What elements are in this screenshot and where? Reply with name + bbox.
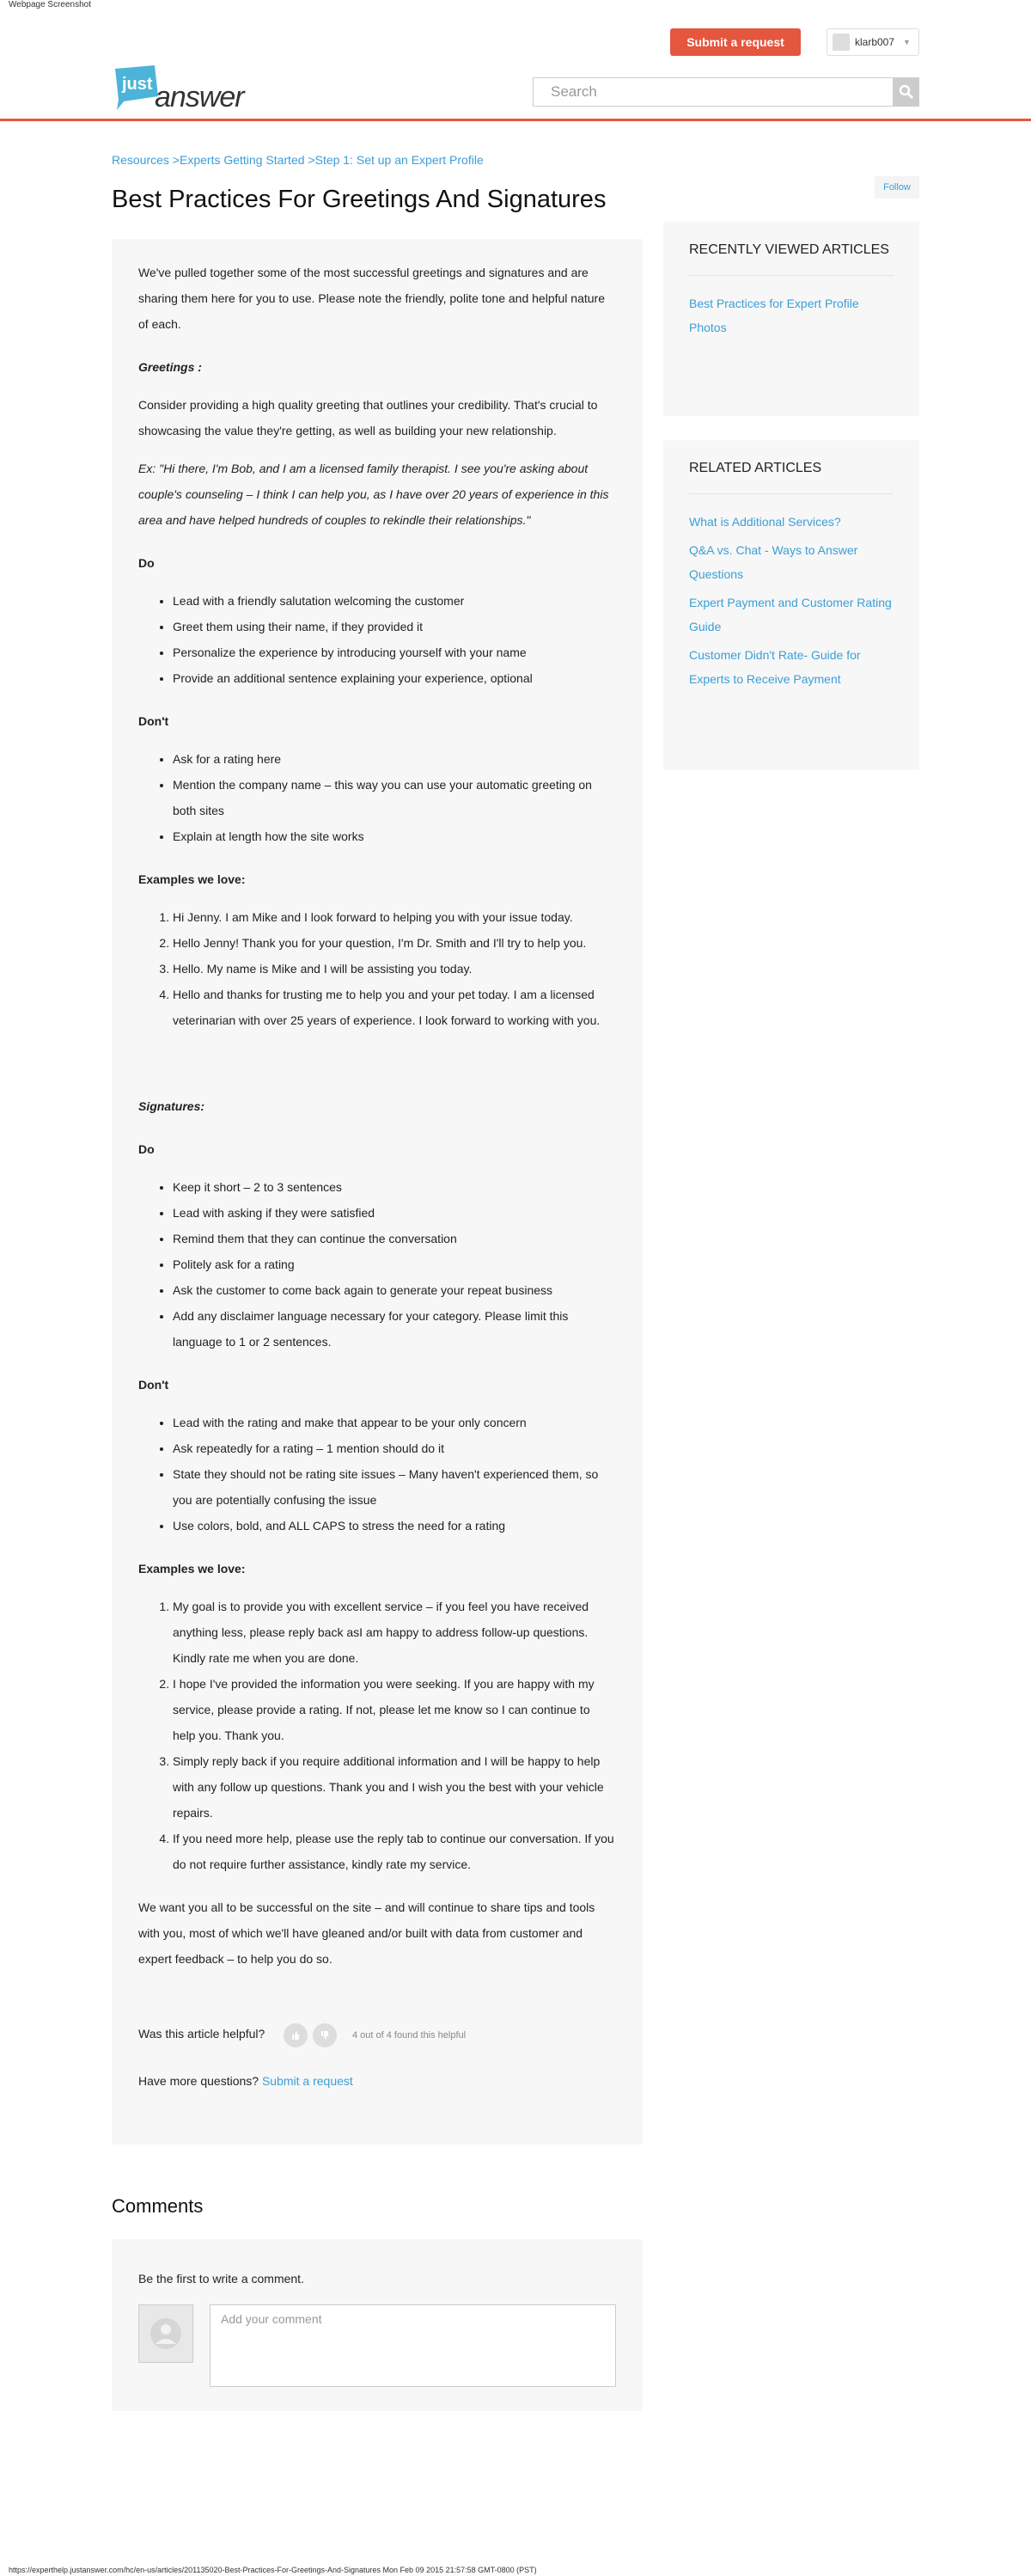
justanswer-logo[interactable] xyxy=(112,62,266,113)
list-item: • Remind them that they can continue the conversation xyxy=(173,1226,615,1251)
related-article-link[interactable]: Expert Payment and Customer Rating Guide xyxy=(689,596,892,633)
list-item: 4. Hello and thanks for trusting me to help you and your pet today. I am a licensed veterinarian with over 25 years of experience. I look forward to working with you. xyxy=(173,982,615,1033)
related-articles-title: RELATED ARTICLES xyxy=(689,461,894,494)
logo-just-text: just xyxy=(122,75,153,94)
greetings-do-heading: Do xyxy=(138,556,155,570)
recent-article-link[interactable]: Best Practices for Expert Profile Photos xyxy=(689,297,859,334)
search-button[interactable] xyxy=(894,77,919,107)
list-item: • Greet them using their name, if they provided it xyxy=(173,614,615,639)
breadcrumb-separator: > xyxy=(304,153,315,167)
signatures-examples-list xyxy=(138,1594,615,1877)
list-item: 3. Simply reply back if you require additional information and I will be happy to help with any follow up questions. Thank you and I wish you the best with your vehicle repairs. xyxy=(173,1748,615,1826)
vote-up-button[interactable] xyxy=(284,2023,308,2047)
vote-down-button[interactable] xyxy=(313,2023,337,2047)
more-questions-text: Have more questions? xyxy=(138,2074,259,2088)
list-item: 2. Hello Jenny! Thank you for your question, I'm Dr. Smith and I'll try to help you. xyxy=(173,930,615,956)
list-item: • Ask for a rating here xyxy=(173,746,615,772)
list-item: • Lead with asking if they were satisfied xyxy=(173,1200,615,1226)
list-item: • Keep it short – 2 to 3 sentences xyxy=(173,1174,615,1200)
breadcrumb-separator: > xyxy=(168,153,180,167)
comment-input[interactable] xyxy=(210,2304,616,2387)
list-item: 1. Hi Jenny. I am Mike and I look forward to helping you with your issue today. xyxy=(173,904,615,930)
greetings-examples-list xyxy=(138,904,615,1033)
page-url-footer: https://experthelp.justanswer.com/hc/en-us/articles/201135020-Best-Practices-For-Greetings-And-Signatures Mon Feb 09 2015 21:57:58 GMT-0800 (PST) xyxy=(9,2566,537,2574)
follow-button[interactable]: Follow xyxy=(875,176,919,199)
breadcrumb-link[interactable]: Step 1: Set up an Expert Profile xyxy=(314,153,484,167)
avatar xyxy=(138,2304,193,2363)
submit-request-button[interactable]: Submit a request xyxy=(670,28,801,56)
greetings-heading: Greetings : xyxy=(138,360,202,374)
list-item: • Ask repeatedly for a rating – 1 mention should do it xyxy=(173,1435,615,1461)
greetings-do-list xyxy=(138,588,615,691)
user-placeholder-icon xyxy=(149,2316,183,2351)
breadcrumb-link[interactable]: Resources xyxy=(112,153,169,167)
list-item: 2. I hope I've provided the information you were seeking. If you are happy with my service, please provide a rating. If not, please let me know so I can continue to help you. Thank you. xyxy=(173,1671,615,1748)
comment-prompt: Be the first to write a comment. xyxy=(138,2272,304,2285)
recently-viewed-title: RECENTLY VIEWED ARTICLES xyxy=(689,242,894,276)
list-item: • Provide an additional sentence explaining your experience, optional xyxy=(173,665,615,691)
list-item: • Use colors, bold, and ALL CAPS to stress the need for a rating xyxy=(173,1513,615,1539)
related-article-link[interactable]: Customer Didn't Rate- Guide for Experts to Receive Payment xyxy=(689,648,861,686)
logo-answer-text: answer xyxy=(155,81,244,113)
page-title: Best Practices For Greetings And Signatures xyxy=(112,186,607,213)
list-item: • Mention the company name – this way you can use your automatic greeting on both sites xyxy=(173,772,615,823)
list-item: • Lead with the rating and make that appear to be your only concern xyxy=(173,1410,615,1435)
greetings-dont-list xyxy=(138,746,615,849)
submit-request-link[interactable]: Submit a request xyxy=(261,2074,353,2088)
greetings-example: Ex: "Hi there, I'm Bob, and I am a licensed family therapist. I see you're asking about couple's counseling – I think I can help you, as I have over 20 years of experience in this area and have helped hundreds of couples to rekindle their relationships." xyxy=(138,462,609,527)
signatures-do-heading: Do xyxy=(138,1142,155,1156)
list-item: • Personalize the experience by introducing yourself with your name xyxy=(173,639,615,665)
breadcrumb xyxy=(112,153,484,167)
list-item: • Politely ask for a rating xyxy=(173,1251,615,1277)
username: klarb007 xyxy=(855,36,895,48)
list-item: • Lead with a friendly salutation welcoming the customer xyxy=(173,588,615,614)
helpful-count: 4 out of 4 found this helpful xyxy=(352,2030,467,2041)
helpful-question: Was this article helpful? xyxy=(138,2027,265,2041)
list-item: • State they should not be rating site issues – Many haven't experienced them, so you are potentially confusing the issue xyxy=(173,1461,615,1513)
caret-down-icon: ▼ xyxy=(903,38,911,46)
related-article-link[interactable]: Q&A vs. Chat - Ways to Answer Questions xyxy=(689,543,858,581)
search-bar xyxy=(533,77,919,107)
article-body xyxy=(138,260,615,1984)
recently-viewed-panel xyxy=(663,222,919,416)
article-intro: We've pulled together some of the most successful greetings and signatures and are sharing them here for you to use. Please note the friendly, polite tone and helpful nature of each. xyxy=(138,266,605,331)
list-item: 4. If you need more help, please use the reply tab to continue our conversation. If you do not require further assistance, kindly rate my service. xyxy=(173,1826,615,1877)
thumbs-up-icon xyxy=(290,2030,301,2041)
related-article-link[interactable]: What is Additional Services? xyxy=(689,515,841,529)
signatures-dont-heading: Don't xyxy=(138,1378,169,1392)
signatures-dont-list xyxy=(138,1410,615,1539)
search-icon xyxy=(899,84,914,100)
list-item: • Ask the customer to come back again to generate your repeat business xyxy=(173,1277,615,1303)
screenshot-label: Webpage Screenshot xyxy=(9,0,91,9)
thumbs-down-icon xyxy=(320,2030,330,2041)
user-menu[interactable] xyxy=(827,28,919,56)
list-item: • Explain at length how the site works xyxy=(173,823,615,849)
signatures-heading: Signatures: xyxy=(138,1099,205,1113)
header-divider xyxy=(0,119,1031,121)
breadcrumb-link[interactable]: Experts Getting Started xyxy=(180,153,305,167)
user-avatar xyxy=(833,34,850,51)
signatures-do-list xyxy=(138,1174,615,1355)
comments-title: Comments xyxy=(112,2195,204,2217)
list-item: 1. My goal is to provide you with excellent service – if you feel you have received anything less, please reply back asI am happy to address follow-up questions. Kindly rate me when you are done. xyxy=(173,1594,615,1671)
signatures-examples-heading: Examples we love: xyxy=(138,1562,246,1576)
list-item: • Add any disclaimer language necessary for your category. Please limit this language to 1 or 2 sentences. xyxy=(173,1303,615,1355)
article-closing: We want you all to be successful on the site – and will continue to share tips and tools with you, most of which we'll have gleaned and/or built with data from customer and expert feedback – to help you do so. xyxy=(138,1900,595,1966)
search-input[interactable] xyxy=(533,77,894,107)
greetings-dont-heading: Don't xyxy=(138,714,169,728)
related-articles-panel xyxy=(663,440,919,770)
more-questions xyxy=(138,2074,353,2088)
greetings-examples-heading: Examples we love: xyxy=(138,872,246,886)
list-item: 3. Hello. My name is Mike and I will be assisting you today. xyxy=(173,956,615,982)
greetings-text: Consider providing a high quality greeting that outlines your credibility. That's crucial to showcasing the value they're getting, as well as building your new relationship. xyxy=(138,398,598,437)
